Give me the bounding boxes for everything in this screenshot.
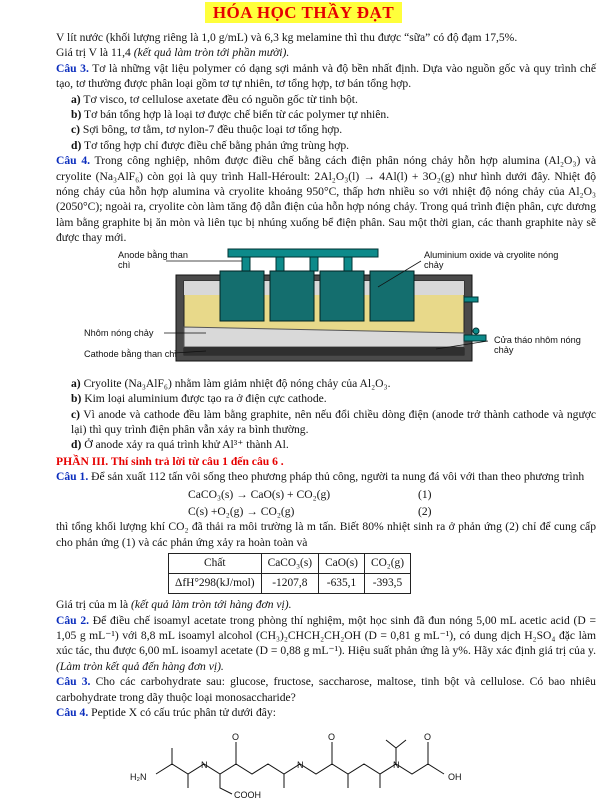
struct-n: N [393,760,400,771]
q4-option-a: a) Cryolite (Na₃AlF₆) nhằm làm giảm nhiệt độ nóng chảy của Al₂O₃. [71,376,391,390]
struct-h2n: H₂N [130,772,147,783]
q4-option-c: c) Vì anode và cathode đều làm bằng graphite, nên nếu đổi chiều dòng điện (anode trở thành cathode và ngược lại) thì quy trình điện phân vẫn xảy ra bình thường. [71,407,596,436]
p3q1-ask: Giá trị của m là (kết quả làm tròn tới hàng đơn vị). [56,598,292,612]
struct-o: O [232,732,240,743]
table-cell: -1207,8 [261,574,318,594]
equation-1: CaCO₃(s) → CaO(s) + CO₂(g) (1) [188,487,432,501]
part3-title: PHẦN III. Thí sinh trả lời từ câu 1 đến câu 6 . [56,454,284,468]
table-header-cell: Chất [169,554,262,574]
table-row [169,574,411,594]
label-outlet: Cửa tháo nhôm nóng chảy [494,334,581,356]
p3q1-after: thì tổng khối lượng khí CO₂ đã thải ra môi trường là m tấn. Biết 80% nhiệt sinh ra ở phản ứng (2) chỉ để cung cấp cho phản ứng (1) và các phản ứng xảy ra hoàn toàn và [56,520,596,549]
label-anode: Anode bằng than chì [118,249,188,271]
label-molten-aluminium: Nhôm nóng chảy [84,327,154,338]
content [56,30,597,801]
p3q3-text: Câu 3. Cho các carbohydrate sau: glucose, fructose, saccharose, maltose, tinh bột và cellulose. Có bao nhiêu carbohydrate trong dãy thuộc loại monosaccharide? [56,675,596,704]
q3-option-c: c) Sợi bông, tơ tằm, tơ nylon-7 đều thuộc loại tơ tổng hợp. [71,123,343,137]
table-header-cell: CaO(s) [319,554,365,574]
p3q2-text: Câu 2. Để điều chế isoamyl acetate trong phòng thí nghiệm, một học sinh đã đun nóng 5,00 mL acetic acid (D = 1,05 g mL⁻¹) với 8,8 mL isoamyl alcohol (CH₃)₂CHCH₂CH₂OH (D = 0,81 g mL⁻¹), có dung dịch H₂SO₄ đặc làm xúc tác, thu được 6,00 mL isoamyl acetate (D = 0,88 g mL⁻¹). Hiệu suất phản ứng là y%. Hãy xác định giá trị của y. (Làm tròn kết quả đến hàng đơn vị). [56,613,596,673]
electrolysis-cell-figure [56,247,596,375]
q3-option-b: b) Tơ bán tổng hợp là loại tơ được chế biến từ các polymer tự nhiên. [71,108,390,122]
table-header-cell: CaCO₃(s) [261,554,318,574]
enthalpy-table [168,553,411,594]
table-header-row [169,554,411,574]
struct-o: O [424,732,432,743]
struct-n: N [201,760,208,771]
q4-number: Câu 4. [56,154,91,168]
table-header-cell: CO₂(g) [364,554,410,574]
peptide-structure-diagram [56,720,596,798]
intro-line2: Giá trị V là 11,4 (kết quả làm tròn tới phần mười). [56,46,290,60]
p3q1-number: Câu 1. [56,470,89,484]
equation-2: C(s) +O₂(g) → CO₂(g) (2) [188,504,432,518]
q3-number: Câu 3. [56,61,89,75]
p3q2-number: Câu 2. [56,613,90,627]
q3-stem: Câu 3. Tơ là những vật liệu polymer có dạng sợi mảnh và độ bền nhất định. Dựa vào nguồn gốc và quy trình chế tạo, tơ thường được phân loại gồm tơ tự nhiên, tơ tổng hợp, tơ bán tổng hợp. [56,61,597,91]
table-cell: -393,5 [364,574,410,594]
header [0,5,607,22]
intro-line1: V lít nước (khối lượng riêng là 1,0 g/mL) và 6,3 kg melamine thì thu được “sữa” có độ đạm 17,5%. [56,31,518,44]
q4-stem: Câu 4. Trong công nghiệp, nhôm được điều chế bằng cách điện phân nóng chảy hỗn hợp alumina (Al₂O₃) và cryolite (Na₃AlF₆) còn gọi là quy trình Hall-Héroult: 2Al₂O₃(l) → 4Al(l) + 3O₂(g) như hình dưới đây. Nhiệt độ nóng chảy của hỗn hợp alumina và cryolite khoảng 950°C, thấp hơn nhiều so với nhiệt độ nóng chảy của Al₂O₃ (2050°C); ngoài ra, cryolite còn làm tăng độ dẫn điện của hỗn hợp nóng chảy. Trong quá trình điện phân, cực dương làm bằng graphite bị ăn mòn và liên tục bị nhúng xuống bể điện phân. Sau một thời gian, các thanh graphite này sẽ được thay mới. [56,154,596,245]
p3q1-stem: Câu 1. Để sản xuất 112 tấn vôi sống theo phương pháp thủ công, người ta nung đá vôi với than theo phương trình [56,470,585,484]
table-cell: -635,1 [319,574,365,594]
peptide-structure [56,720,596,801]
struct-n: N [297,760,304,771]
label-oxide-cryolite: Aluminium oxide và cryolite nóng chảy [424,249,559,271]
q3-option-d: d) Tơ tổng hợp chỉ được điều chế bằng phản ứng trùng hợp. [71,138,350,152]
struct-oh: OH [448,772,462,783]
table-row-label: ΔfH°298(kJ/mol) [169,574,262,594]
p3q4-number: Câu 4. [56,706,89,719]
header-title: HÓA HỌC THẦY ĐẠT [205,2,402,23]
q4-option-d: d) Ở anode xảy ra quá trình khử Al³⁺ thành Al. [71,438,289,452]
struct-o: O [328,732,336,743]
label-cathode: Cathode bằng than chì [84,348,177,359]
struct-cooh: COOH [234,790,261,801]
p3q3-number: Câu 3. [56,675,91,689]
q3-option-a: a) Tơ visco, tơ cellulose axetate đều có nguồn gốc từ tinh bột. [71,92,358,106]
p3q4-text: Câu 4. Peptide X có cấu trúc phân tử dưới đây: [56,706,276,719]
q4-option-b: b) Kim loại aluminium được tạo ra ở điện cực cathode. [71,392,327,406]
